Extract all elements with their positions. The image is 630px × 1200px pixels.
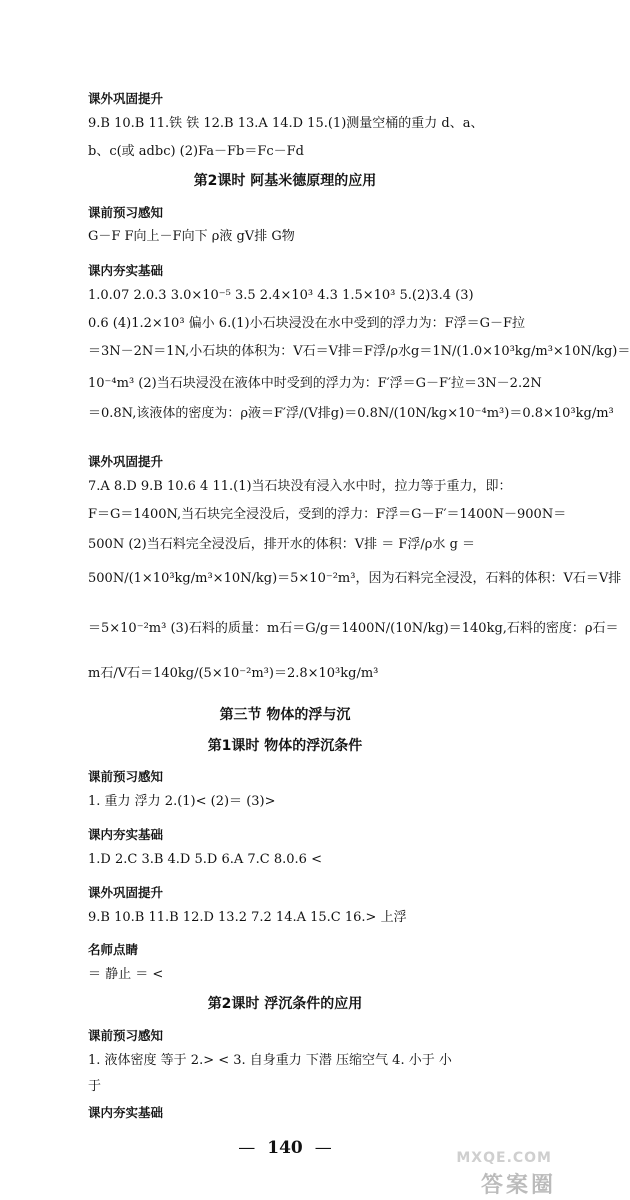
lesson-title: 第2课时 阿基米德原理的应用 xyxy=(193,173,377,189)
section-heading: 课前预习感知 xyxy=(88,1028,164,1043)
answer-line: ＝3N－2N＝1N,小石块的体积为：V石＝V排＝F浮/ρ水g＝1N/(1.0×10³kg/m³×10N/kg)＝ xyxy=(88,344,630,359)
answer-line: 9.B 10.B 11.B 12.D 13.2 7.2 14.A 15.C 16.> 上浮 xyxy=(88,910,407,925)
answer-line: b、c(或 adbc) (2)Fa－Fb＝Fc－Fd xyxy=(88,144,304,159)
answer-line: 1.D 2.C 3.B 4.D 5.D 6.A 7.C 8.0.6 < xyxy=(88,852,322,867)
section-heading: 课外巩固提升 xyxy=(88,91,164,106)
lesson-title: 第三节 物体的浮与沉 xyxy=(219,707,351,723)
section-heading: 名师点睛 xyxy=(88,942,139,957)
section-heading: 课内夯实基础 xyxy=(88,1105,164,1120)
answer-line: 500N/(1×10³kg/m³×10N/kg)＝5×10⁻²m³，因为石料完全浸没，石料的体积：V石＝V排 xyxy=(88,571,622,586)
watermark-logo: 答案圈 xyxy=(480,1173,556,1198)
page-number-dash-right: — xyxy=(314,1138,332,1158)
answer-line: 1.0.07 2.0.3 3.0×10⁻⁵ 3.5 2.4×10³ 4.3 1.5×10³ 5.(2)3.4 (3) xyxy=(88,288,474,303)
answer-line: 1. 液体密度 等于 2.> < 3. 自身重力 下潜 压缩空气 4. 小于 小 xyxy=(88,1053,452,1068)
answer-line: F＝G＝1400N,当石块完全浸没后，受到的浮力：F浮＝G－F′＝1400N－900N＝ xyxy=(88,507,567,522)
section-heading: 课内夯实基础 xyxy=(88,263,164,278)
lesson-title: 第2课时 浮沉条件的应用 xyxy=(207,996,363,1012)
watermark-url: MXQE.COM xyxy=(456,1150,552,1166)
answer-line: 500N (2)当石料完全浸没后，排开水的体积：V排 ＝ F浮/ρ水 g ＝ xyxy=(88,537,476,552)
page-number-value: 140 xyxy=(267,1138,303,1158)
answer-line: m石/V石＝140kg/(5×10⁻²m³)＝2.8×10³kg/m³ xyxy=(88,666,379,681)
answer-line: ＝5×10⁻²m³ (3)石料的质量：m石＝G/g＝1400N/(10N/kg)＝140kg,石料的密度：ρ石＝ xyxy=(88,621,619,636)
answer-line: 10⁻⁴m³ (2)当石块浸没在液体中时受到的浮力为：F′浮＝G－F′拉＝3N－2.2N xyxy=(88,376,542,391)
section-heading: 课前预习感知 xyxy=(88,769,164,784)
page-number-dash-left: — xyxy=(238,1138,256,1158)
answer-line: 0.6 (4)1.2×10³ 偏小 6.(1)小石块浸没在水中受到的浮力为：F浮＝G－F拉 xyxy=(88,316,526,331)
answer-line: 1. 重力 浮力 2.(1)< (2)＝ (3)> xyxy=(88,794,276,809)
answer-line: ＝ 静止 ＝ < xyxy=(88,967,164,982)
answer-line: 7.A 8.D 9.B 10.6 4 11.(1)当石块没有浸入水中时，拉力等于重力，即： xyxy=(88,479,512,494)
answer-line: 于 xyxy=(88,1079,102,1094)
answer-line: ＝0.8N,该液体的密度为：ρ液＝F′浮/(V排g)＝0.8N/(10N/kg×10⁻⁴m³)＝0.8×10³kg/m³ xyxy=(88,406,614,421)
section-heading: 课外巩固提升 xyxy=(88,885,164,900)
section-heading: 课内夯实基础 xyxy=(88,827,164,842)
section-heading: 课外巩固提升 xyxy=(88,454,164,469)
answer-line: G－F F向上－F向下 ρ液 gV排 G物 xyxy=(88,229,295,244)
lesson-title: 第1课时 物体的浮沉条件 xyxy=(207,738,363,754)
answer-line: 9.B 10.B 11.铁 铁 12.B 13.A 14.D 15.(1)测量空桶的重力 d、a、 xyxy=(88,116,484,131)
section-heading: 课前预习感知 xyxy=(88,205,164,220)
